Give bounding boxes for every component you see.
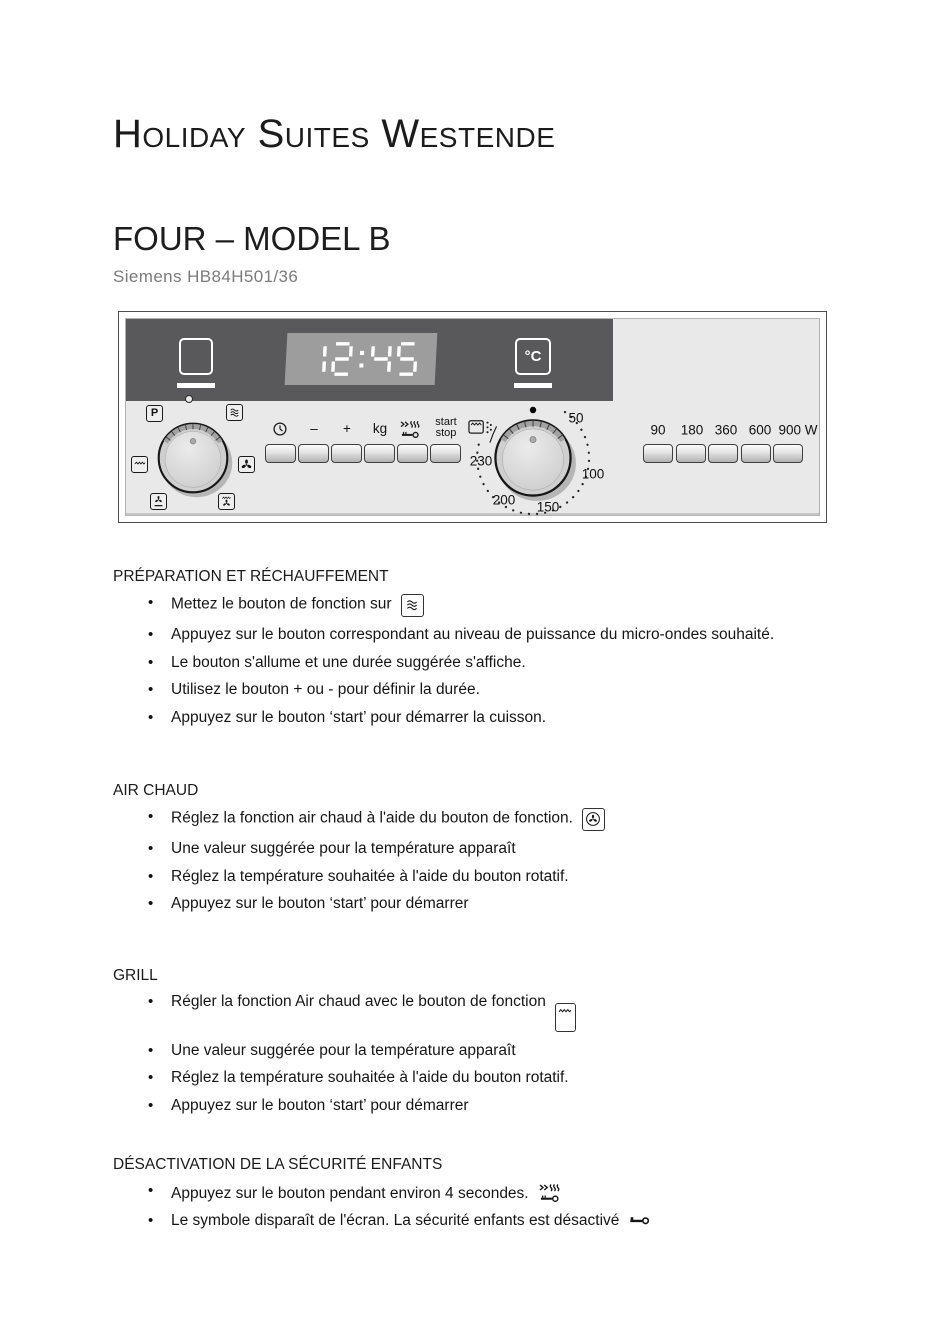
hot-air-icon <box>238 456 255 473</box>
watt-label-900: 900 W <box>778 422 818 438</box>
section <box>113 1156 853 1231</box>
bullet-text: Le symbole disparaît de l'écran. La sécurité enfants est désactivé <box>171 1212 620 1230</box>
temperature-unit-label: °C <box>524 347 542 365</box>
bullet-text: Appuyez sur le bouton ‘start’ pour démarrer <box>171 895 469 913</box>
bullet-text: Mettez le bouton de fonction sur <box>171 595 392 613</box>
grill-fan-icon <box>218 493 235 510</box>
kg-label: kg <box>372 420 388 436</box>
microwave-icon <box>226 404 243 421</box>
grill-icon <box>555 1003 576 1032</box>
list-item <box>113 626 853 644</box>
oven-door-icon <box>179 338 213 375</box>
hot-air-icon <box>582 808 605 831</box>
knob-off-indicator <box>185 395 193 403</box>
page-title: Holiday Suites Westende <box>113 112 556 156</box>
bullet-text: Appuyez sur le bouton correspondant au niveau de puissance du micro-ondes souhaité. <box>171 626 775 644</box>
kg-button <box>364 444 395 463</box>
oven-control-panel <box>125 318 820 516</box>
temp-label-100: 100 <box>581 466 605 482</box>
list-item <box>113 1097 853 1115</box>
section-title: DÉSACTIVATION DE LA SÉCURITÉ ENFANTS <box>113 1155 443 1173</box>
hot-air-eco-icon <box>150 493 167 510</box>
program-label: P <box>146 405 163 422</box>
child-lock-button <box>397 444 428 463</box>
watt-button-360 <box>708 444 738 463</box>
list-item <box>113 1212 853 1230</box>
watt-label-360: 360 <box>714 422 738 438</box>
bullet-list <box>113 808 853 914</box>
minus-label: – <box>310 420 318 436</box>
list-item <box>113 1069 853 1087</box>
bullet-text: Réglez la température souhaitée à l'aide du bouton rotatif. <box>171 867 569 885</box>
minus-button <box>298 444 329 463</box>
temperature-knob <box>487 412 579 504</box>
list-item <box>113 808 853 831</box>
function-knob <box>151 416 235 500</box>
section-title: GRILL <box>113 967 158 985</box>
watt-label-600: 600 <box>748 422 772 438</box>
bullet-text: Réglez la fonction air chaud à l'aide du bouton de fonction. <box>171 809 573 827</box>
temp-label-150: 150 <box>536 499 560 515</box>
list-item <box>113 681 853 699</box>
key-icon <box>628 1212 651 1230</box>
start-stop-label: start stop <box>435 415 457 440</box>
list-item <box>113 709 853 727</box>
plus-label: + <box>343 420 351 436</box>
watt-button-600 <box>741 444 771 463</box>
clock-icon <box>272 421 288 437</box>
section-heading: FOUR – MODEL B <box>113 220 391 257</box>
temp-label-50: 50 <box>568 410 584 426</box>
bullet-text: Appuyez sur le bouton ‘start’ pour démarrer la cuisson. <box>171 708 547 726</box>
model-number: Siemens HB84H501/36 <box>113 266 299 286</box>
instruction-sections <box>113 568 853 1231</box>
list-item <box>113 1042 853 1060</box>
clock-button <box>265 444 296 463</box>
watt-label-180: 180 <box>680 422 704 438</box>
grill-icon <box>131 456 148 473</box>
section <box>113 782 853 914</box>
bullet-text: Une valeur suggérée pour la température apparaît <box>171 840 516 858</box>
watt-label-90: 90 <box>650 422 666 438</box>
section <box>113 568 853 727</box>
watt-button-900 <box>773 444 803 463</box>
section-title: AIR CHAUD <box>113 781 199 799</box>
list-item <box>113 840 853 858</box>
bullet-text: Appuyez sur le bouton pendant environ 4 secondes. <box>171 1184 529 1202</box>
bullet-text: Appuyez sur le bouton ‘start’ pour démarrer <box>171 1096 469 1114</box>
section <box>113 967 853 1115</box>
list-item <box>113 895 853 913</box>
bullet-text: Utilisez le bouton + ou - pour définir la durée. <box>171 681 480 699</box>
bullet-text: Régler la fonction Air chaud avec le bouton de fonction <box>171 993 546 1011</box>
list-item <box>113 868 853 886</box>
temperature-unit-badge <box>515 338 551 375</box>
time-display <box>285 333 438 385</box>
list-item <box>113 594 853 617</box>
door-underline <box>177 383 215 388</box>
child-lock-icon <box>398 419 424 439</box>
bullet-list <box>113 993 853 1115</box>
section-title: PRÉPARATION ET RÉCHAUFFEMENT <box>113 567 389 585</box>
bullet-text: Une valeur suggérée pour la température apparaît <box>171 1041 516 1059</box>
bullet-text: Le bouton s'allume et une durée suggérée s'affiche. <box>171 653 526 671</box>
watt-button-90 <box>643 444 673 463</box>
child-lock-icon <box>538 1182 563 1203</box>
list-item <box>113 1182 853 1203</box>
bullet-list <box>113 594 853 727</box>
microwave-icon <box>401 594 424 617</box>
bullet-list <box>113 1182 853 1231</box>
start-stop-button <box>430 444 461 463</box>
temp-label-230: 230 <box>469 453 493 469</box>
list-item <box>113 654 853 672</box>
oven-panel-figure <box>118 311 827 523</box>
temp-label-200: 200 <box>492 492 516 508</box>
bullet-text: Réglez la température souhaitée à l'aide du bouton rotatif. <box>171 1069 569 1087</box>
plus-button <box>331 444 362 463</box>
watt-button-180 <box>676 444 706 463</box>
list-item <box>113 993 853 1032</box>
